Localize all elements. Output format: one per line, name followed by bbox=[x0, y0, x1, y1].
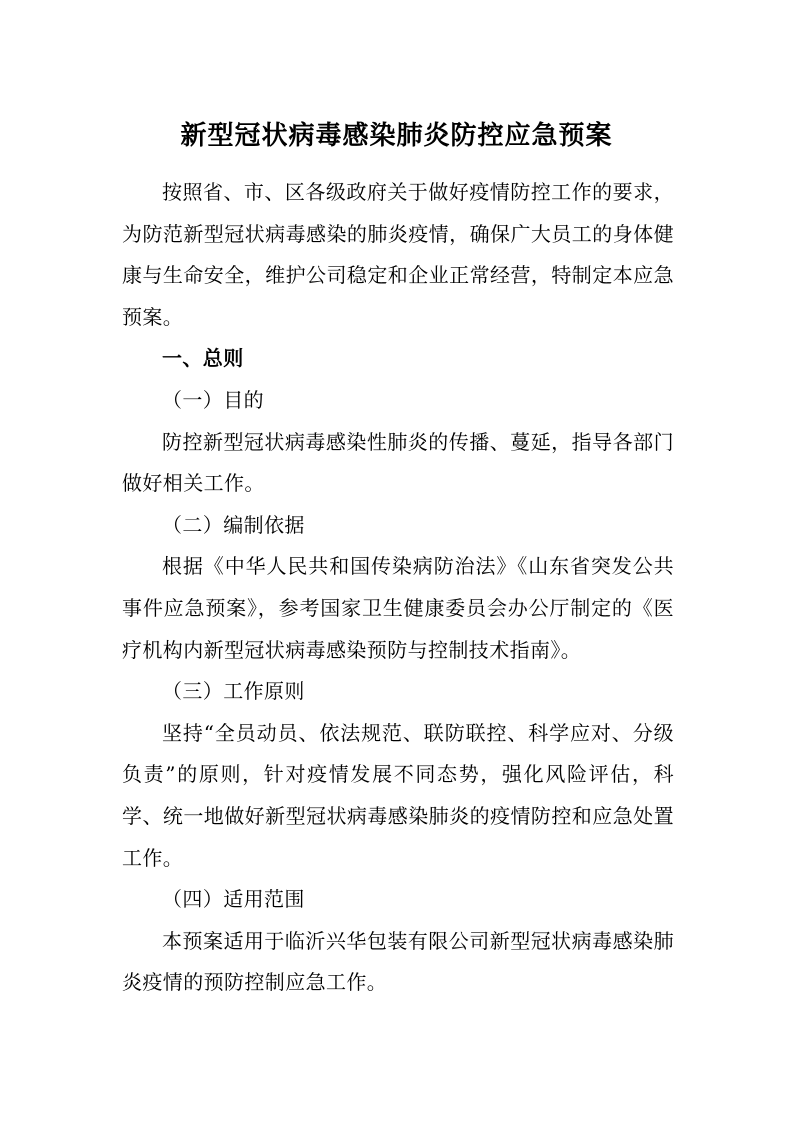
subheading-principles: （三）工作原则 bbox=[162, 679, 305, 704]
scope-paragraph: 本预案适用于临沂兴华包装有限公司新型冠状病毒感染肺炎疫情的预防控制应急工作。 bbox=[122, 928, 674, 995]
principles-paragraph: 坚持“全员动员、依法规范、联防联控、科学应对、分级负责”的原则，针对疫情发展不同态势，强化风险评估，科学、统一地做好新型冠状病毒感染肺炎的疫情防控和应急处置工作。 bbox=[122, 720, 674, 870]
subheading-basis: （二）编制依据 bbox=[162, 512, 305, 537]
intro-paragraph: 按照省、市、区各级政府关于做好疫情防控工作的要求，为防范新型冠状病毒感染的肺炎疫情，确保广大员工的身体健康与生命安全，维护公司稳定和企业正常经营，特制定本应急预案。 bbox=[122, 180, 674, 329]
subheading-purpose: （一）目的 bbox=[162, 387, 264, 412]
basis-paragraph: 根据《中华人民共和国传染病防治法》《山东省突发公共事件应急预案》，参考国家卫生健康委员会办公厅制定的《医疗机构内新型冠状病毒感染预防与控制技术指南》。 bbox=[122, 554, 674, 662]
document-title: 新型冠状病毒感染肺炎防控应急预案 bbox=[180, 121, 613, 151]
section-heading-general: 一、总则 bbox=[162, 346, 244, 371]
purpose-paragraph: 防控新型冠状病毒感染性肺炎的传播、蔓延，指导各部门做好相关工作。 bbox=[122, 429, 674, 496]
document-body bbox=[122, 172, 674, 1004]
subheading-scope: （四）适用范围 bbox=[162, 887, 305, 912]
